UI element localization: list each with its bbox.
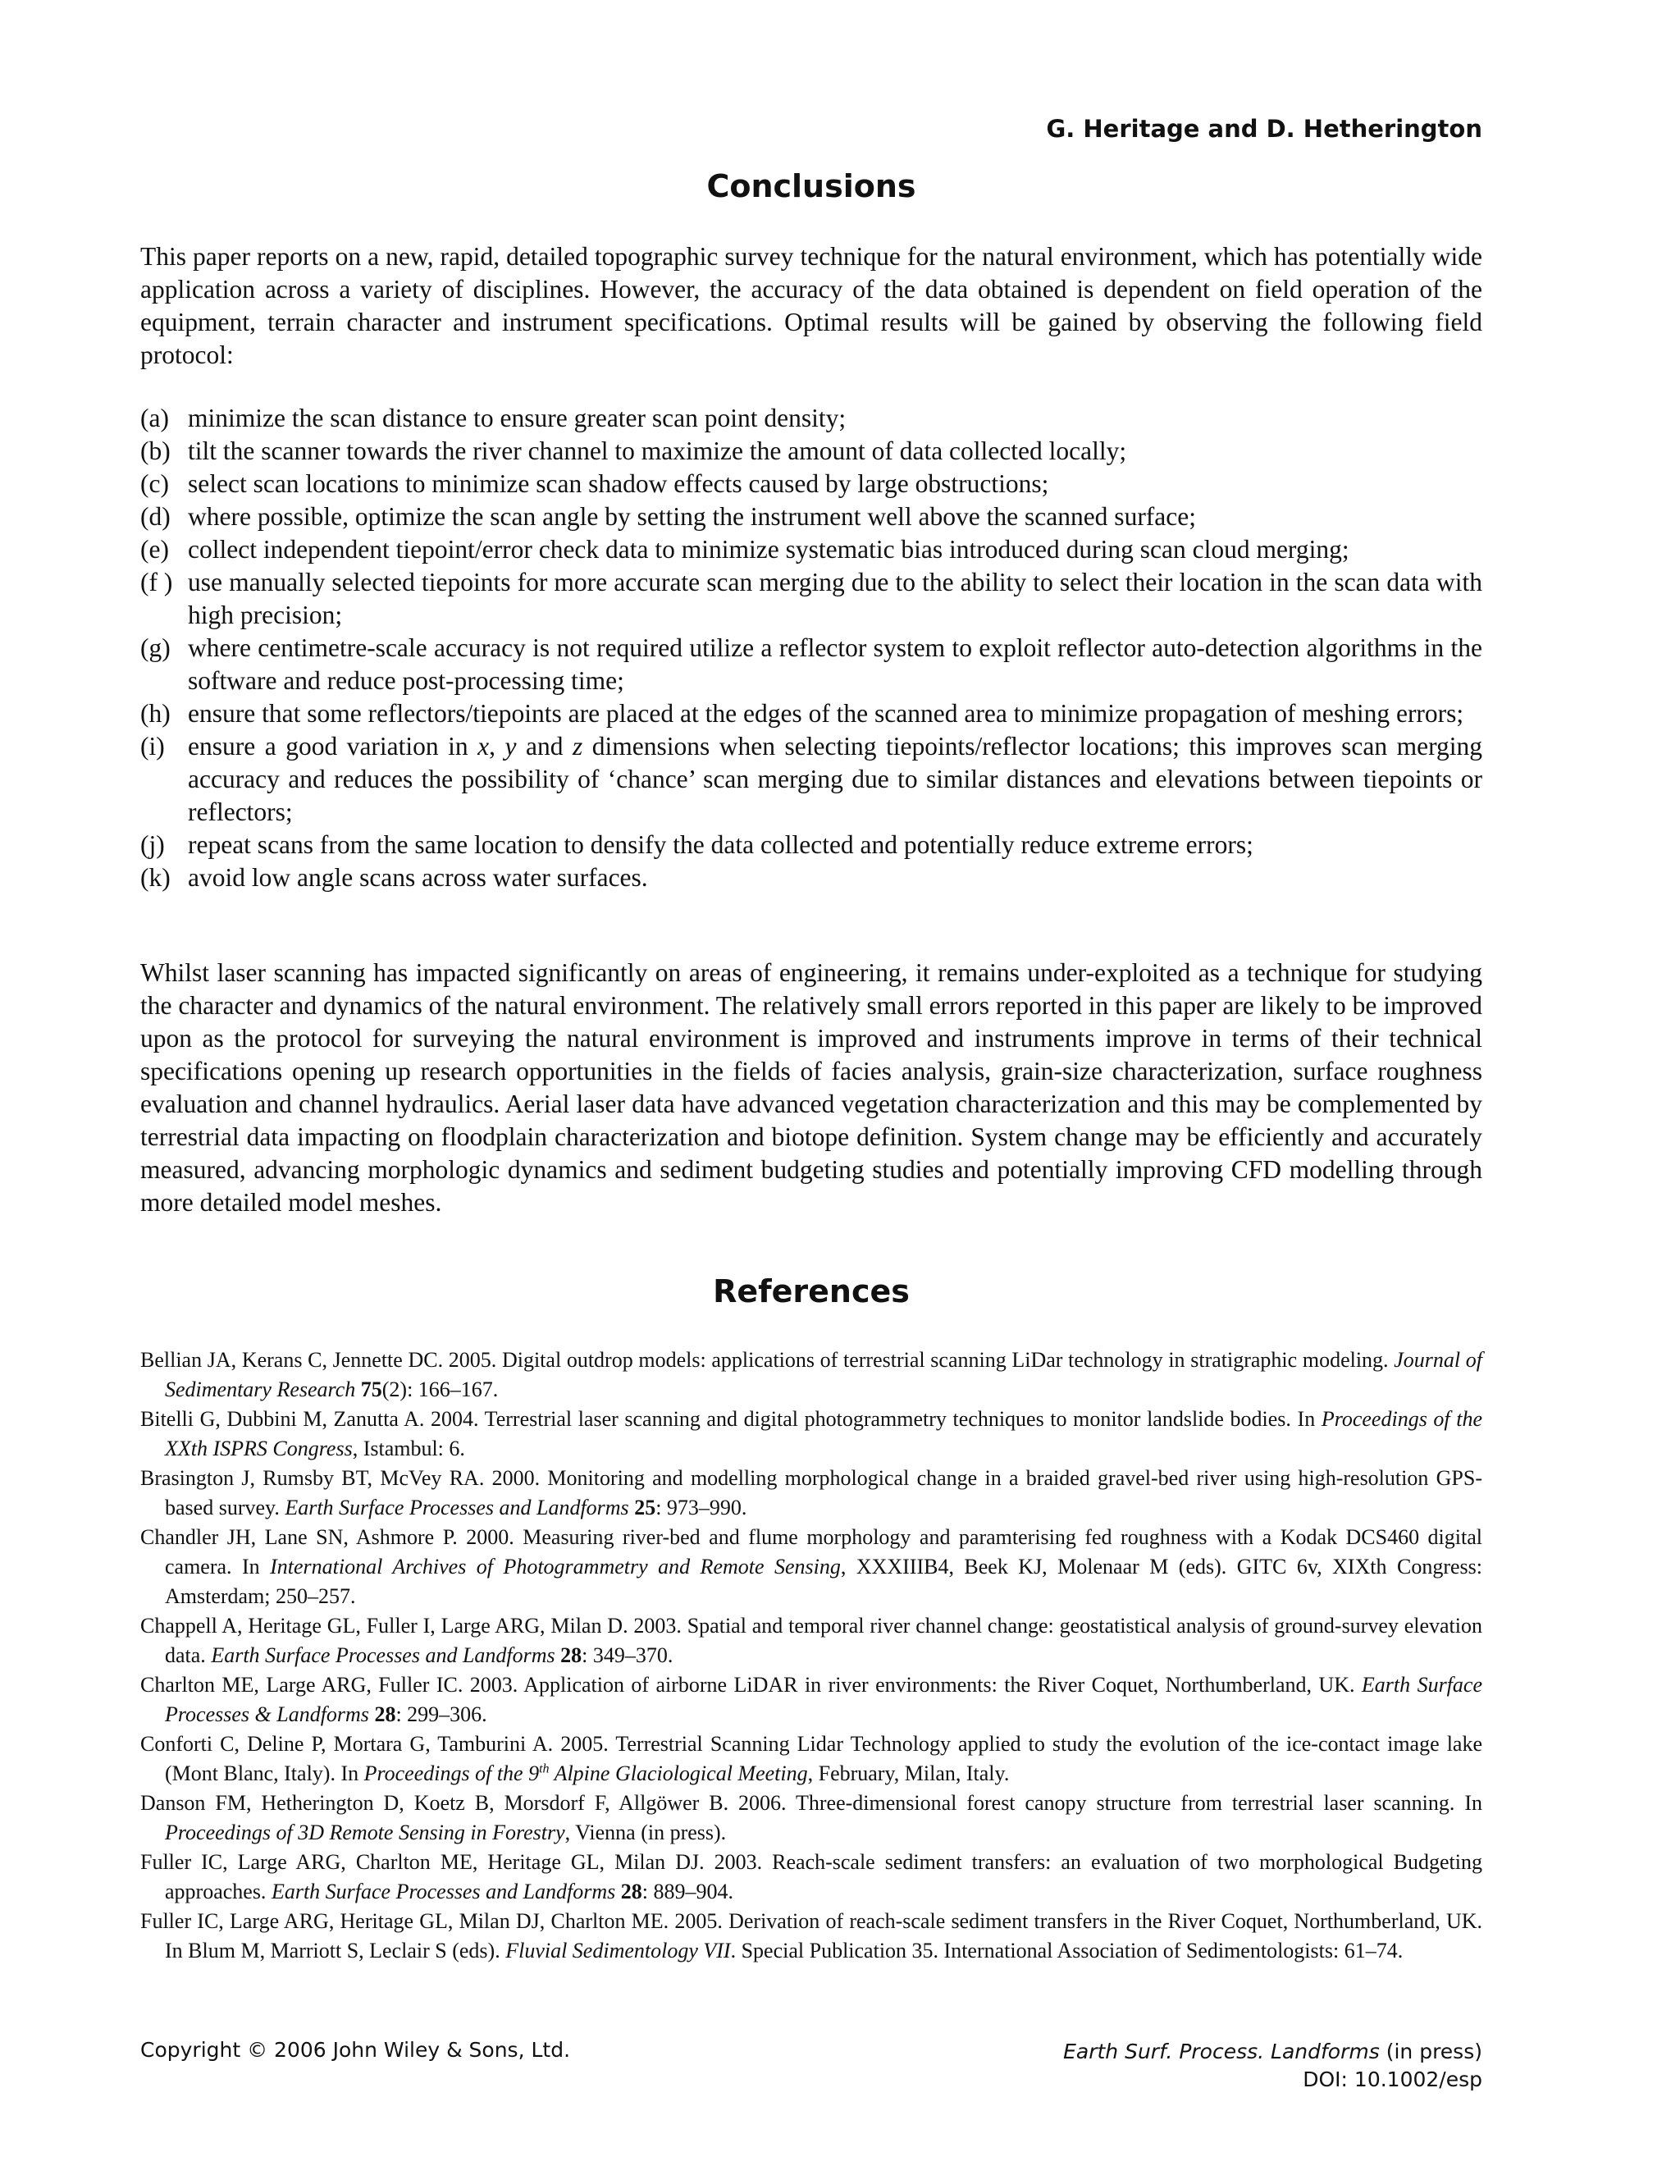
reference-text: Bitelli G, Dubbini M, Zanutta A. 2004. Terrestrial laser scanning and digital photogrammetry techniques to monitor landslide bodies. In: [140, 1407, 1322, 1431]
reference-item: [140, 1907, 1482, 1966]
reference-volume: 75: [360, 1378, 382, 1401]
reference-volume: 28: [560, 1643, 582, 1667]
math-variable-y: y: [504, 732, 517, 761]
protocol-item-text: use manually selected tiepoints for more accurate scan merging due to the ability to select their location in the scan data with high precision;: [188, 568, 1482, 629]
protocol-item-h: [140, 697, 1482, 730]
reference-volume: 28: [620, 1880, 642, 1903]
protocol-item-text: ,: [489, 732, 505, 761]
protocol-item-k: [140, 861, 1482, 894]
protocol-item-text: tilt the scanner towards the river channel to maximize the amount of data collected locally;: [188, 436, 1127, 465]
reference-item: [140, 1848, 1482, 1907]
reference-text: Danson FM, Hetherington D, Koetz B, Morsdorf F, Allgöwer B. 2006. Three-dimensional forest canopy structure from terrestrial laser scanning. In: [140, 1791, 1482, 1815]
list-marker: (f ): [140, 568, 173, 596]
protocol-item-text: select scan locations to minimize scan shadow effects caused by large obstructions;: [188, 469, 1049, 498]
reference-item: [140, 1729, 1482, 1789]
protocol-item-text: repeat scans from the same location to densify the data collected and potentially reduce extreme errors;: [188, 830, 1253, 859]
reference-text: , XXXIIIB4, Beek KJ, Molenaar M (eds). GITC 6v, XIXth Congress: Amsterdam; 250–257.: [165, 1555, 1482, 1608]
reference-text: , Istambul: 6.: [352, 1437, 465, 1460]
protocol-item-text: and: [516, 732, 573, 761]
reference-journal: Journal of Sedimentary Research: [165, 1348, 1483, 1401]
reference-text: : 973–990.: [655, 1496, 747, 1519]
list-marker: (k): [140, 863, 171, 892]
conclusions-intro-paragraph: This paper reports on a new, rapid, detailed topographic survey technique for the natural environment, which has potentially wide application across a variety of disciplines. However, the accuracy of the data obtained is dependent on field operation of the equipment, terrain character and instrument specifications. Optimal results will be gained by observing the following field protocol:: [140, 242, 1482, 369]
reference-text: Chappell A, Heritage GL, Fuller I, Large ARG, Milan D. 2003. Spatial and temporal river channel change: geostatistical analysis of ground-survey elevation data.: [140, 1614, 1482, 1667]
math-variable-z: z: [573, 732, 583, 761]
list-marker: (c): [140, 469, 169, 498]
reference-item: [140, 1789, 1482, 1848]
conclusions-closing-paragraph: Whilst laser scanning has impacted significantly on areas of engineering, it remains under-exploited as a technique for studying the character and dynamics of the natural environment. The relatively small errors reported in this paper are likely to be improved upon as the protocol for surveying the natural environment is improved and instruments improve in terms of their technical specifications opening up research opportunities in the fields of facies analysis, grain-size characterization, surface roughness evaluation and channel hydraulics. Aerial laser data have advanced vegetation characterization and this may be complemented by terrestrial data impacting on floodplain characterization and biotope definition. System change may be efficiently and accurately measured, advancing morphologic dynamics and sediment budgeting studies and potentially improving CFD modelling through more detailed model meshes.: [140, 958, 1482, 1217]
protocol-item-text: where centimetre-scale accuracy is not required utilize a reflector system to exploit reflector auto-detection algorithms in the software and reduce post-processing time;: [188, 633, 1482, 695]
reference-text: (2): 166–167.: [381, 1378, 499, 1401]
protocol-item-j: [140, 829, 1482, 861]
math-variable-x: x: [477, 732, 490, 761]
reference-text: Bellian JA, Kerans C, Jennette DC. 2005. Digital outdrop models: applications of terrestrial scanning LiDar technology in stratigraphic modeling.: [140, 1348, 1395, 1372]
conclusions-heading: Conclusions: [706, 168, 916, 204]
reference-text: Chandler JH, Lane SN, Ashmore P. 2000. Measuring river-bed and flume morphology and paramterising fed roughness with a Kodak DCS460 digital camera. In: [140, 1525, 1482, 1579]
protocol-item-a: [140, 402, 1482, 435]
list-marker: (e): [140, 535, 169, 564]
footer-copyright: Copyright © 2006 John Wiley & Sons, Ltd.: [140, 2038, 571, 2062]
reference-text: . Special Publication 35. International Association of Sedimentologists: 61–74.: [730, 1939, 1404, 1962]
protocol-item-f: [140, 566, 1482, 632]
protocol-item-text: avoid low angle scans across water surfaces.: [188, 863, 648, 892]
reference-journal: Proceedings of 3D Remote Sensing in Forestry: [165, 1821, 565, 1844]
protocol-item-text: collect independent tiepoint/error check data to minimize systematic bias introduced during scan cloud merging;: [188, 535, 1349, 564]
reference-text: Conforti C, Deline P, Mortara G, Tamburini A. 2005. Terrestrial Scanning Lidar Technology applied to study the evolution of the ice-contact image lake (Mont Blanc, Italy). In: [140, 1732, 1482, 1785]
reference-list: [140, 1346, 1482, 1966]
reference-journal: International Archives of Photogrammetry and Remote Sensing: [270, 1555, 841, 1579]
footer-journal: Earth Surf. Process. Landforms: [1063, 2040, 1380, 2063]
protocol-item-g: [140, 632, 1482, 697]
protocol-item-d: [140, 500, 1482, 533]
list-marker: (h): [140, 699, 171, 728]
protocol-item-e: [140, 533, 1482, 566]
reference-journal: Earth Surface Processes and Landforms: [271, 1880, 616, 1903]
reference-item: [140, 1670, 1482, 1729]
protocol-item-text: ensure that some reflectors/tiepoints are placed at the edges of the scanned area to minimize propagation of meshing errors;: [188, 699, 1464, 728]
protocol-item-text: ensure a good variation in: [188, 732, 478, 761]
footer-citation: [1063, 2038, 1482, 2094]
reference-journal: Earth Surface Processes & Landforms: [165, 1673, 1482, 1726]
reference-text: Fuller IC, Large ARG, Charlton ME, Heritage GL, Milan DJ. 2003. Reach-scale sediment transfers: an evaluation of two morphological Budgeting approaches.: [140, 1850, 1482, 1903]
reference-text: Fuller IC, Large ARG, Heritage GL, Milan DJ, Charlton ME. 2005. Derivation of reach-scale sediment transfers in the River Coquet, Northumberland, UK. In Blum M, Marriott S, Leclair S (eds).: [140, 1909, 1482, 1962]
reference-item: [140, 1346, 1482, 1405]
reference-text: , Vienna (in press).: [564, 1821, 727, 1844]
footer-status: (in press): [1379, 2040, 1482, 2063]
list-marker: (a): [140, 404, 169, 432]
list-marker: (g): [140, 633, 171, 662]
reference-superscript: th: [539, 1761, 550, 1776]
reference-journal: Proceedings of the XXth ISPRS Congress: [165, 1407, 1483, 1460]
list-marker: (j): [140, 830, 165, 859]
field-protocol-list: [140, 402, 1482, 894]
reference-item: [140, 1523, 1482, 1611]
reference-journal: Earth Surface Processes and Landforms: [285, 1496, 629, 1519]
running-header-authors: G. Heritage and D. Hetherington: [1046, 115, 1482, 143]
protocol-item-c: [140, 468, 1482, 500]
reference-text: : 299–306.: [395, 1702, 487, 1726]
reference-item: [140, 1464, 1482, 1523]
list-marker: (b): [140, 436, 171, 465]
protocol-item-b: [140, 435, 1482, 468]
protocol-item-text: dimensions when selecting tiepoints/reflector locations; this improves scan merging accuracy and reduces the possibility of ‘chance’ scan merging due to similar distances and elevations between tiepoints or reflectors;: [188, 732, 1483, 826]
reference-volume: 25: [634, 1496, 656, 1519]
footer-doi: DOI: 10.1002/esp: [1303, 2067, 1482, 2091]
reference-volume: 28: [374, 1702, 396, 1726]
reference-text: : 889–904.: [641, 1880, 734, 1903]
footer-journal-line: [1063, 2038, 1482, 2066]
reference-text: Brasington J, Rumsby BT, McVey RA. 2000. Monitoring and modelling morphological change in a braided gravel-bed river using high-resolution GPS-based survey.: [140, 1466, 1482, 1519]
protocol-item-text: where possible, optimize the scan angle by setting the instrument well above the scanned surface;: [188, 502, 1196, 531]
protocol-item-text: minimize the scan distance to ensure greater scan point density;: [188, 404, 847, 432]
list-marker: (d): [140, 502, 171, 531]
reference-item: [140, 1405, 1482, 1464]
protocol-item-i: [140, 730, 1482, 829]
reference-journal: Proceedings of the 9: [363, 1761, 540, 1785]
references-heading: References: [713, 1273, 910, 1309]
reference-journal: Alpine Glaciological Meeting: [549, 1761, 808, 1785]
reference-text: Charlton ME, Large ARG, Fuller IC. 2003. Application of airborne LiDAR in river environments: the River Coquet, Northumberland, UK.: [140, 1673, 1362, 1697]
list-marker: (i): [140, 732, 165, 761]
reference-item: [140, 1611, 1482, 1670]
reference-text: , February, Milan, Italy.: [807, 1761, 1010, 1785]
reference-journal: Fluvial Sedimentology VII: [505, 1939, 731, 1962]
reference-text: : 349–370.: [582, 1643, 673, 1667]
reference-journal: Earth Surface Processes and Landforms: [211, 1643, 555, 1667]
